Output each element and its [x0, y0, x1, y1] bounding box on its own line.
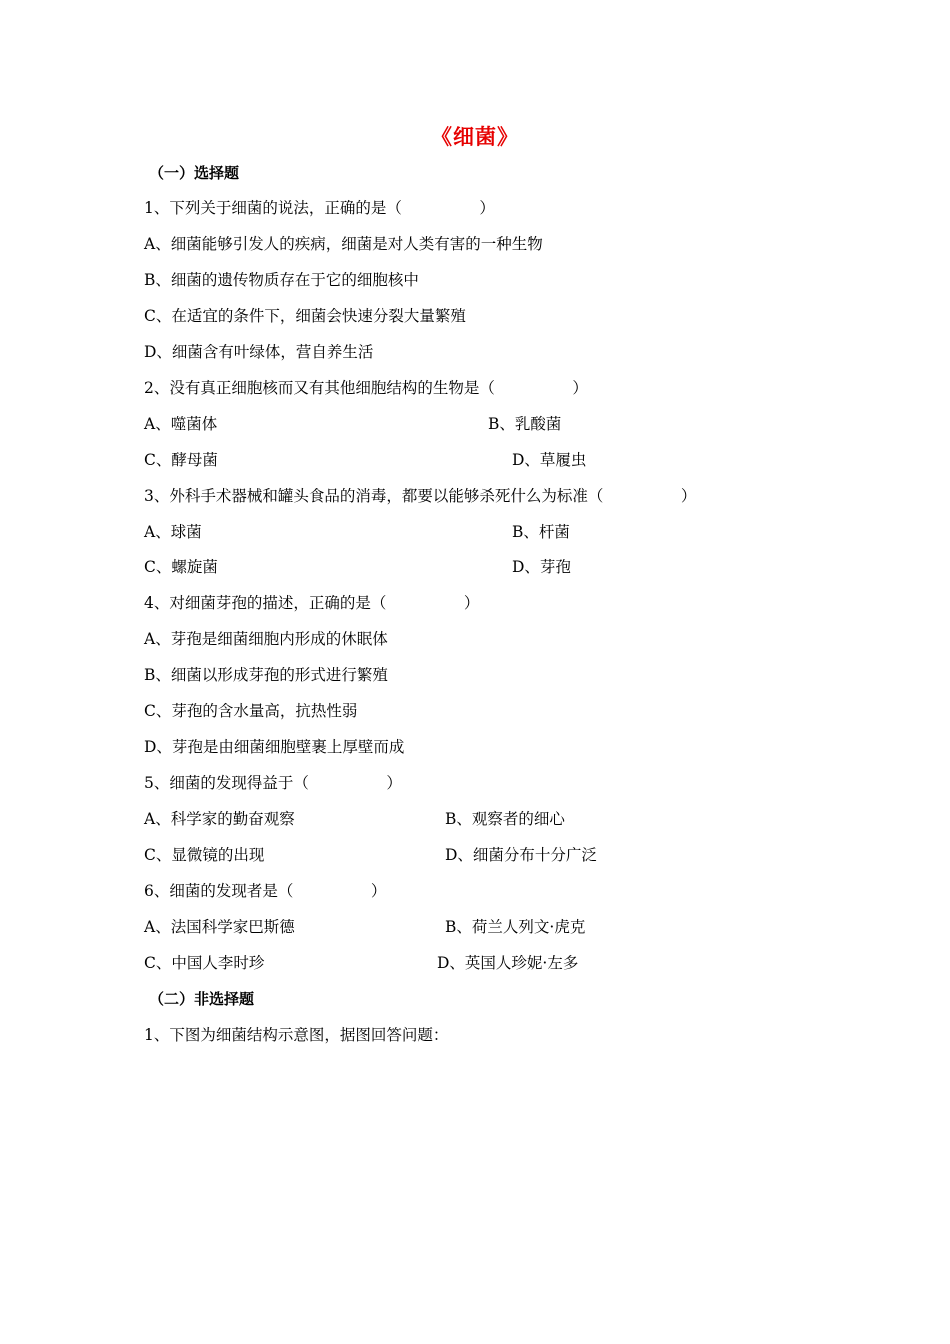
question-stem: 2、没有真正细胞核而又有其他细胞结构的生物是（ ）: [144, 379, 588, 397]
option-c: C、芽孢的含水量高，抗热性弱: [144, 702, 358, 720]
option-a: A、芽孢是细菌细胞内形成的休眠体: [144, 630, 388, 648]
option-b: B、乳酸菌: [488, 415, 562, 433]
option-c: C、中国人李时珍: [144, 954, 265, 972]
section-heading-nonchoice: （二）非选择题: [149, 990, 255, 1008]
option-d: D、芽孢是由细菌细胞壁裹上厚壁而成: [144, 738, 405, 756]
question-stem: 5、细菌的发现得益于（ ）: [144, 774, 402, 792]
option-b: B、细菌以形成芽孢的形式进行繁殖: [144, 666, 388, 684]
option-c: C、显微镜的出现: [144, 846, 265, 864]
question-stem: 1、下图为细菌结构示意图，据图回答问题：: [144, 1026, 449, 1044]
option-a: A、球菌: [144, 523, 202, 541]
option-a: A、细菌能够引发人的疾病，细菌是对人类有害的一种生物: [144, 235, 543, 253]
option-b: B、细菌的遗传物质存在于它的细胞核中: [144, 271, 419, 289]
option-d: D、草履虫: [512, 451, 587, 469]
option-b: B、杆菌: [512, 523, 570, 541]
option-a: A、法国科学家巴斯德: [144, 918, 295, 936]
option-d: D、细菌分布十分广泛: [445, 846, 597, 864]
question-stem: 3、外科手术器械和罐头食品的消毒，都要以能够杀死什么为标准（ ）: [144, 487, 697, 505]
page-title: 《细菌》: [431, 124, 519, 149]
option-a: A、科学家的勤奋观察: [144, 810, 295, 828]
option-d: D、细菌含有叶绿体，营自养生活: [144, 343, 374, 361]
option-c: C、螺旋菌: [144, 558, 218, 576]
section-heading-choice: （一）选择题: [149, 164, 240, 182]
option-c: C、在适宜的条件下，细菌会快速分裂大量繁殖: [144, 307, 466, 325]
option-d: D、芽孢: [512, 558, 571, 576]
option-d: D、英国人珍妮·左多: [437, 954, 579, 972]
question-stem: 4、对细菌芽孢的描述，正确的是（ ）: [144, 594, 480, 612]
option-c: C、酵母菌: [144, 451, 218, 469]
question-stem: 1、下列关于细菌的说法，正确的是（ ）: [144, 199, 495, 217]
option-b: B、荷兰人列文·虎克: [445, 918, 586, 936]
option-a: A、噬菌体: [144, 415, 218, 433]
question-stem: 6、细菌的发现者是（ ）: [144, 882, 387, 900]
option-b: B、观察者的细心: [445, 810, 565, 828]
